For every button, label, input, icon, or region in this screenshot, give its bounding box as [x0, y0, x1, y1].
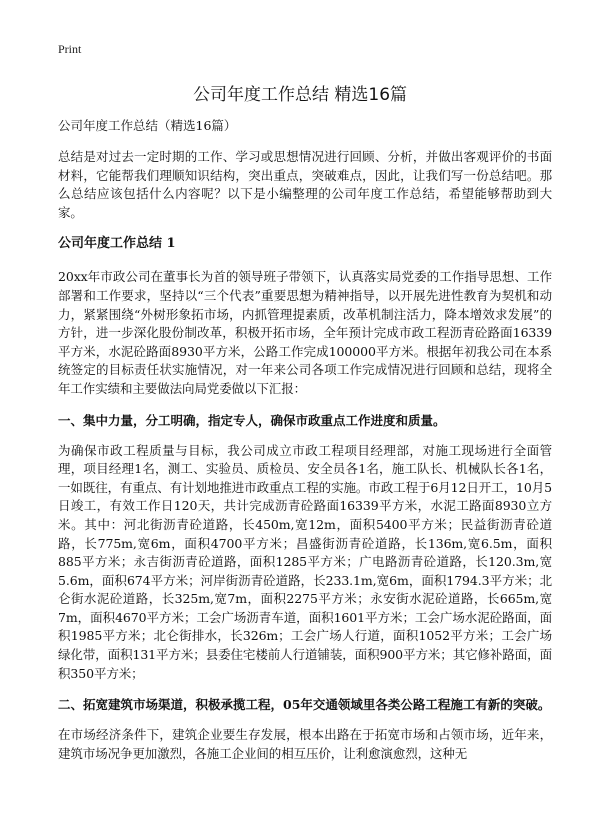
print-label[interactable]: Print [58, 42, 82, 56]
section-1-paragraph: 20xx年市政公司在董事长为首的领导班子带领下，认真落实局党委的工作指导思想、工作部署和工作要求，坚持以“三个代表”重要思想为精神指导，以开展先进性教育为契机和动力，紧紧围绕“外树形象拓市场，内抓管理提素质，改革机制注活力，降本增效求发展”的方针，进一步深化股份制改革，积极开拓市场，全年预计完成市政工程沥青砼路面16339平方米，水泥砼路面8930平方米，公路工作完成100000平方米。根据年初我公司在本系统签定的目标责任状实施情况，对一年来公司各项工作完成情况进行回顾和总结，现将全年工作实绩和主要做法向局党委做以下汇报： [58, 269, 552, 396]
intro-paragraph: 总结是对过去一定时期的工作、学习或思想情况进行回顾、分析，并做出客观评价的书面材料，它能帮我们理顺知识结构，突出重点，突破难点，因此，让我们写一份总结吧。那么总结应该包括什么内容呢？以下是小编整理的公司年度工作总结，希望能够帮助到大家。 [58, 149, 552, 220]
subheading-1: 一、集中力量，分工明确，指定专人，确保市政重点工作进度和质量。 [58, 412, 446, 428]
section-heading-1: 公司年度工作总结 1 [58, 236, 176, 252]
subheading-2: 二、拓宽建筑市场渠道，积极承揽工程，05年交通领域里各类公路工程施工有新的突破。 [58, 697, 551, 713]
subheading-1-paragraph: 为确保市政工程质量与目标，我公司成立市政工程项目经理部，对施工现场进行全面管理，项目经理1名，测工、实验员、质检员、安全员各1名，施工队长、机械队长各1名，一如既往，有重点、有计划地推进市政重点工程的实施。市政工程于6月12日开工，10月5日竣工，有效工作日120天，共计完成沥青砼路面16339平方米，水泥工路面8930立方米。其中：河北街沥青砼道路，长450m,宽12m，面积5400平方米；民益街沥青砼道路，长775m,宽6m，面积4700平方米；昌盛街沥青砼道路，长136m,宽6.5m，面积885平方米；永吉街沥青砼道路，面积1285平方米；广电路沥青砼道路，长120.3m,宽5.6m，面积674平方米；河岸街沥青砼道路，长233.1m,宽6m，面积1794.3平方米；北仑街水泥砼道路，长325m,宽7m，面积2275平方米；永安街水泥砼道路，长665m,宽7m，面积4670平方米；工会广场沥青车道，面积1601平方米；工会广场水泥砼路面，面积1985平方米；北仑街排水，长326m；工会广场人行道，面积1052平方米；工会广场绿化带，面积131平方米；县委住宅楼前人行道铺装，面积900平方米；其它修补路面，面积350平方米； [58, 442, 552, 681]
document-body [58, 116, 552, 775]
document-title: 公司年度工作总结 精选16篇 [192, 85, 408, 105]
document-subtitle: 公司年度工作总结（精选16篇） [58, 118, 237, 133]
subheading-2-paragraph: 在市场经济条件下，建筑企业要生存发展，根本出路在于拓宽市场和占领市场，近年来，建筑市场况争更加激烈，各施工企业间的相互压价，让利愈演愈烈，这种无 [58, 727, 552, 761]
